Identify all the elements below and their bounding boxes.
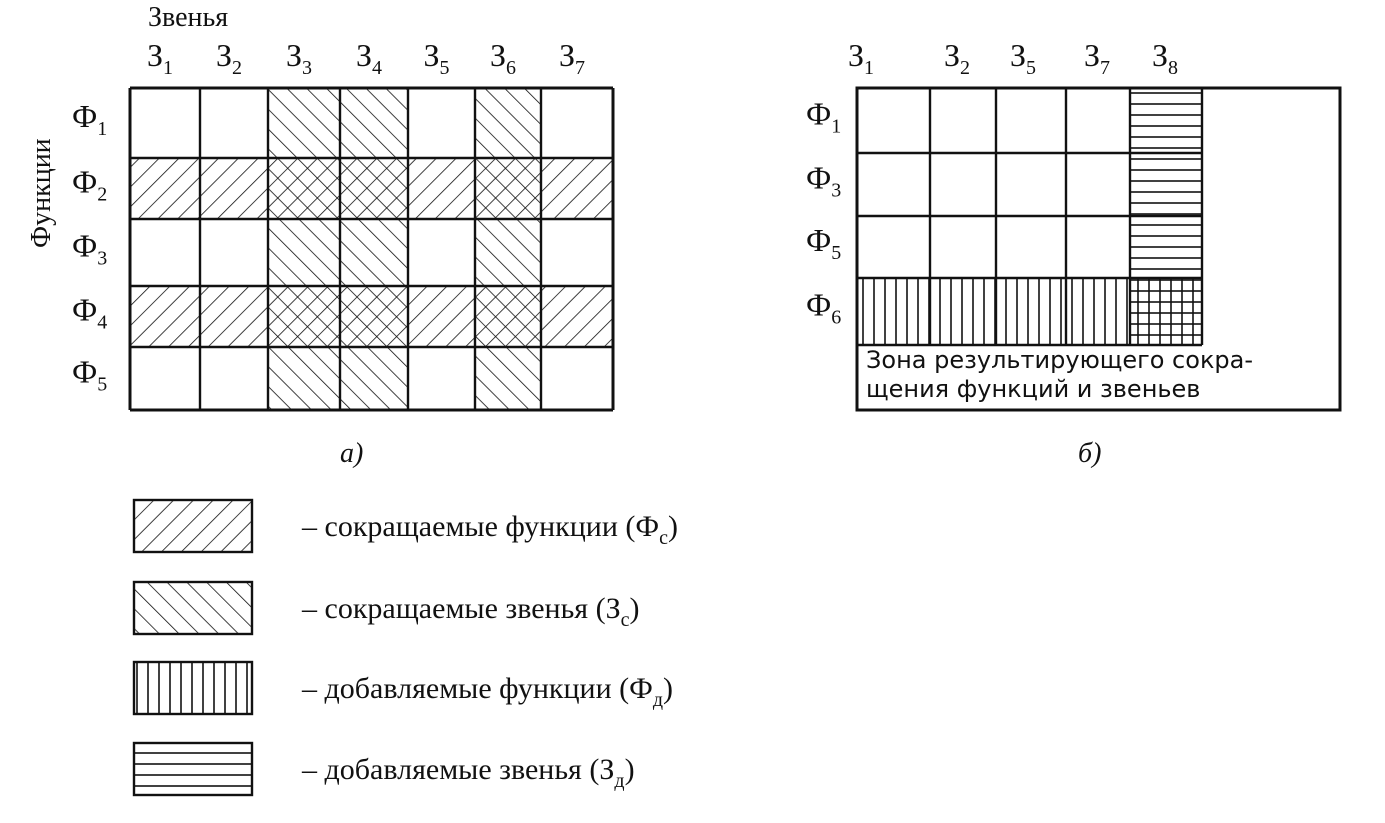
added-function-row-fill: [857, 278, 1202, 345]
matrix-a-row-headers: [72, 98, 107, 396]
row-header: $Ф_5$: [806, 222, 842, 264]
legend-swatch-diagonal-back: [134, 582, 252, 634]
caption-b: б): [1078, 438, 1102, 469]
legend: [134, 500, 678, 795]
column-header: $З_2$: [944, 37, 971, 79]
matrix-b-column-headers: [848, 37, 1178, 79]
legend-label: – сокращаемые звенья $(З_с)$: [302, 592, 640, 631]
functions-axis-label: Функции: [26, 138, 57, 248]
caption-a: а): [340, 438, 364, 469]
row-header: $Ф_2$: [72, 163, 108, 206]
row-header: $Ф_5$: [72, 353, 108, 396]
matrix-b-row-headers: [806, 96, 841, 329]
column-header: $З_1$: [147, 37, 174, 79]
zone-label-line-1: Зона результирующего сокра-: [866, 346, 1254, 374]
legend-label: – добавляемые звенья $(З_д)$: [302, 753, 635, 792]
reduced-link-column-fill: [475, 88, 541, 410]
column-header: $З_7$: [559, 37, 586, 79]
column-header: $З_8$: [1152, 37, 1179, 79]
legend-swatch-diagonal-forward: [134, 500, 252, 552]
column-header: $З_1$: [848, 37, 875, 79]
zone-label-line-2: щения функций и звеньев: [866, 375, 1201, 403]
legend-swatch-vertical: [134, 662, 252, 714]
row-header: $Ф_1$: [806, 95, 842, 138]
reduced-link-column-fill: [268, 88, 340, 410]
legend-swatch-horizontal: [134, 743, 252, 795]
column-header: $З_3$: [286, 37, 313, 79]
row-header: $Ф_3$: [72, 227, 108, 270]
legend-label: – добавляемые функции $(Ф_д)$: [302, 672, 674, 711]
diagram-a: [26, 2, 613, 469]
column-header: $З_2$: [216, 37, 243, 79]
legend-label: – сокращаемые функции $(Ф_с)$: [302, 510, 678, 549]
row-header: $Ф_4$: [72, 291, 108, 334]
column-header: $З_4$: [356, 37, 383, 79]
column-header: $З_5$: [1010, 37, 1037, 79]
links-axis-label: Звенья: [148, 2, 229, 33]
matrix-a-column-headers: [147, 37, 585, 79]
reduced-link-column-fill: [340, 88, 408, 410]
column-header: $З_5$: [423, 37, 450, 79]
row-header: $Ф_3$: [806, 159, 842, 202]
row-header: $Ф_1$: [72, 98, 108, 140]
diagram-b: [806, 37, 1340, 469]
column-header: $З_6$: [490, 37, 517, 79]
column-header: $З_7$: [1084, 37, 1111, 79]
row-header: $Ф_6$: [806, 286, 842, 329]
